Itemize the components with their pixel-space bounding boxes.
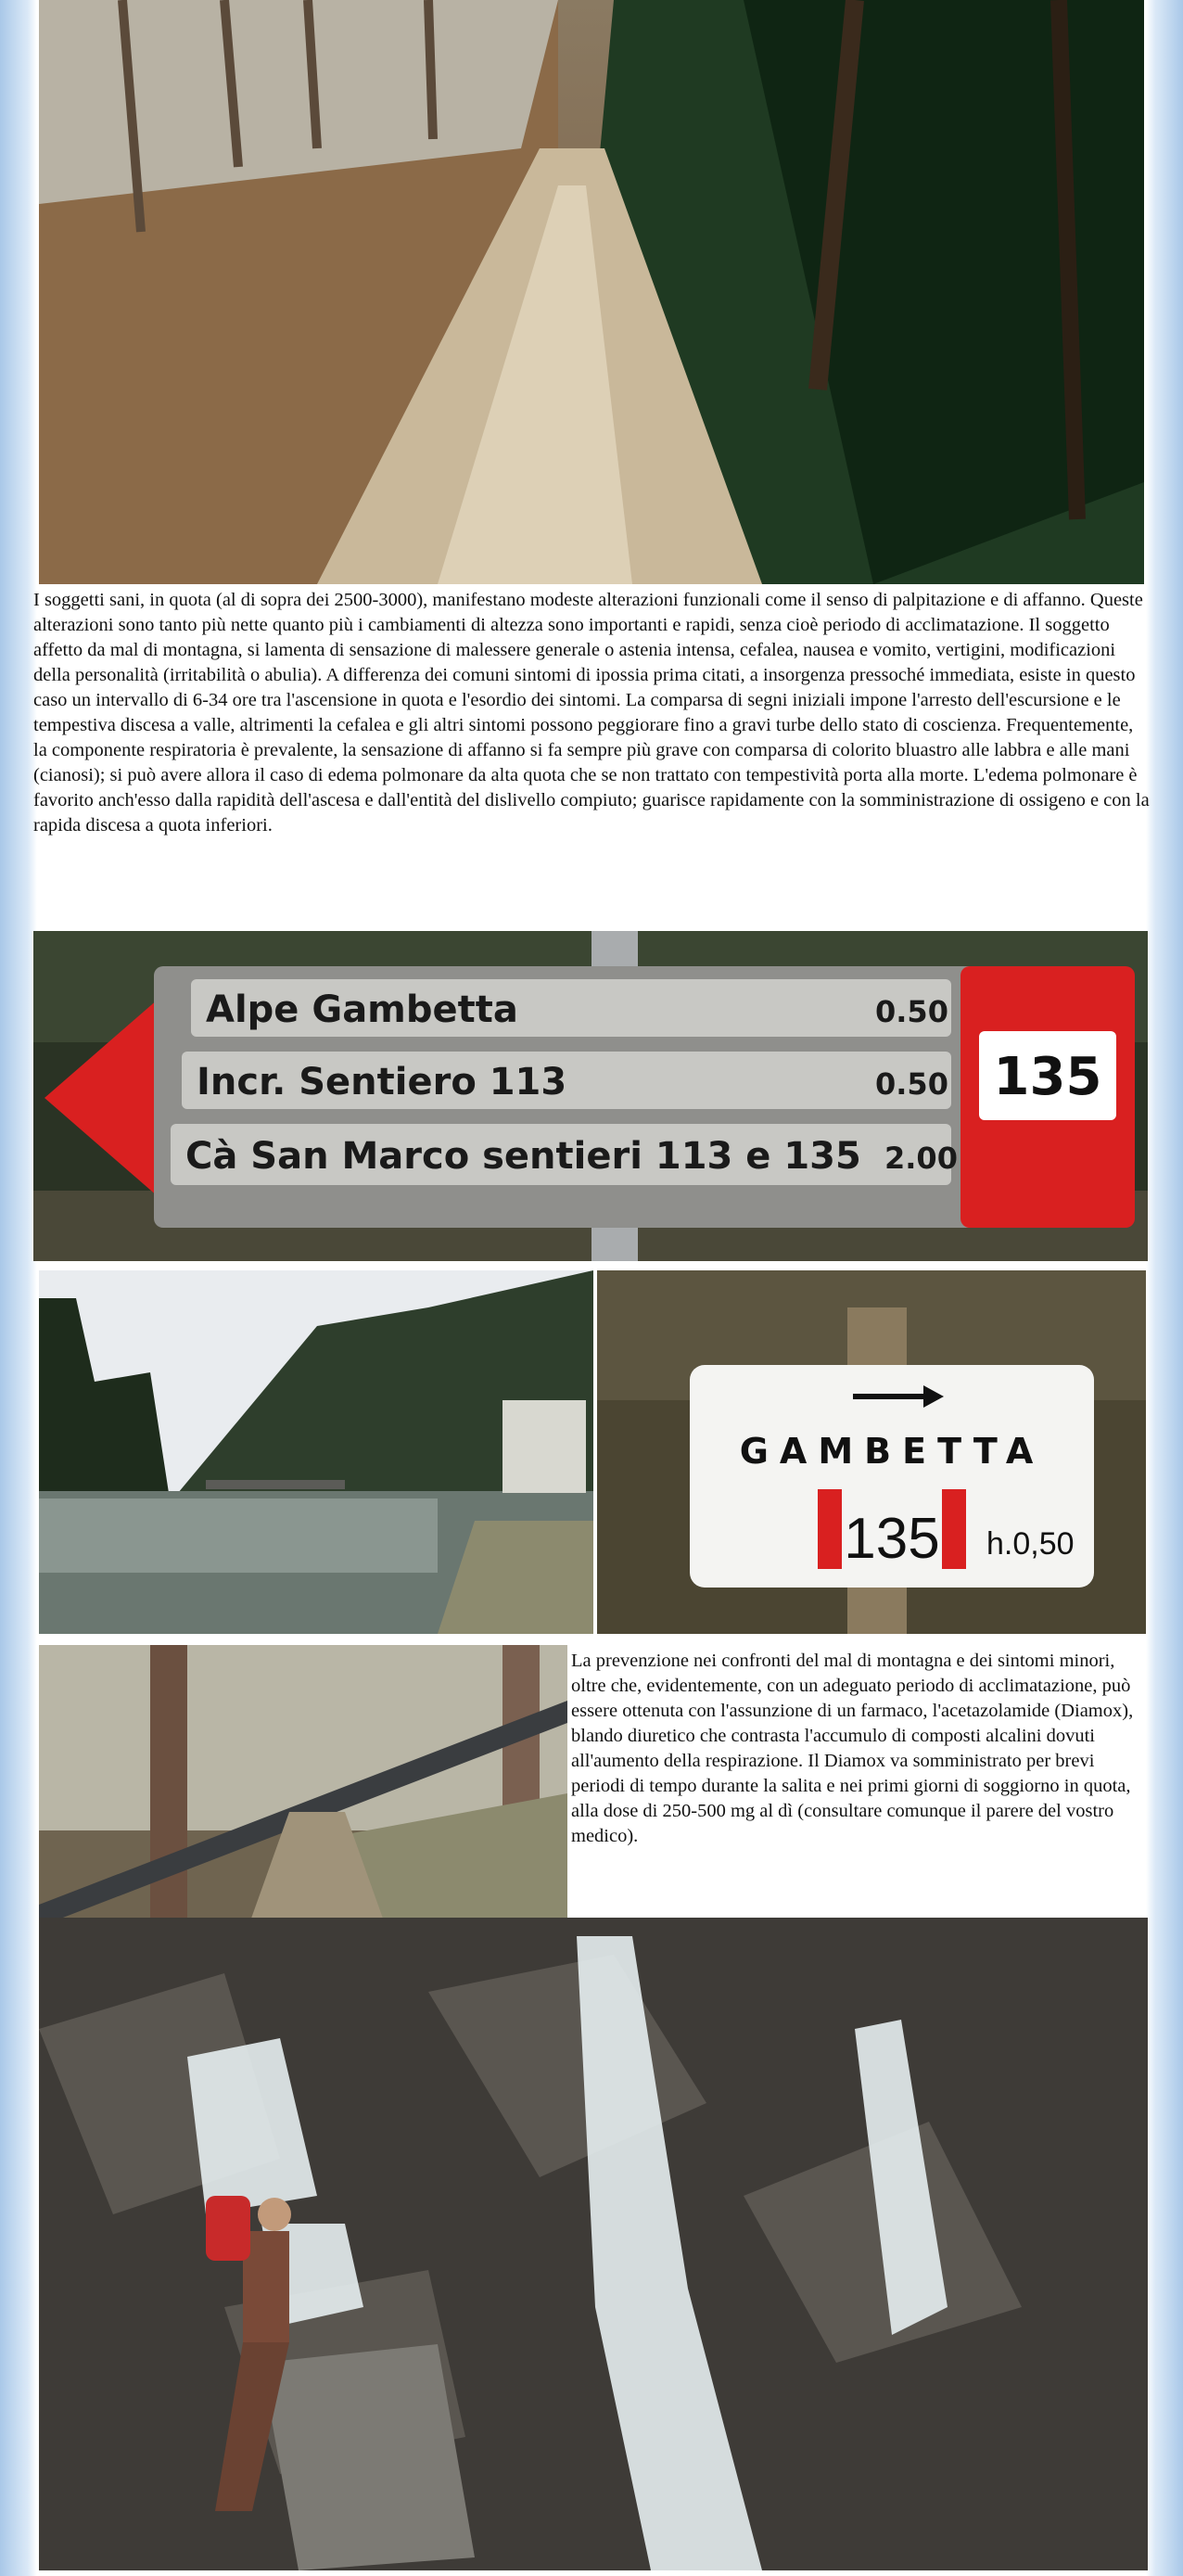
mountain-lake-photo (39, 1270, 593, 1634)
article-paragraph-2: La prevenzione nei confronti del mal di montagna e dei sintomi minori, oltre che, evidentemente, con un adeguato periodo di acclimatazione, può essere ottenuta con l'assunzione di un farmaco, l'acetazolamide (Diamox), blando diuretico che contrasta l'accumulo di composti alcalini dovuti all'aumento della respirazione. Il Diamox va somministrato per brevi periodi di tempo durante la salita e nei primi giorni di soggiorno in quota, alla dose di 250-500 mg al dì (consultare comunque il parere del vostro medico). (571, 1651, 1134, 1846)
trail-signpost-photo (33, 931, 1148, 1261)
signpost-destination-2: Incr. Sentiero 113 (197, 1061, 567, 1103)
gambetta-sign-photo (597, 1270, 1146, 1634)
signpost-destination-1: Alpe Gambetta (206, 988, 518, 1031)
article-paragraph-1: I soggetti sani, in quota (al di sopra dei 2500-3000), manifestano modeste alterazioni funzionali come il senso di palpitazione e di affanno. Queste alterazioni sono tanto più nette quanto più i cambiamenti di altezza sono importanti e rapidi, senza cioè periodo di acclimatazione. Il soggetto affetto da mal di montagna, si lamenta di sensazione di malessere generale o astenia intensa, cefalea, nausea e vomito, vertigini, modificazioni della personalità (irritabilità o abulia). A differenza dei comuni sintomi di ipossia prima citati, a insorgenza pressoché immediata, esiste in questo caso un intervallo di 6-34 ore tra l'ascensione in quota e l'esordio dei sintomi. La comparsa di segni iniziali impone l'arresto dell'escursione e le tempestiva discesa a valle, altrimenti la cefalea e gli altri sintomi possono peggiorare fino a gravi turbe dello stato di coscienza. Frequentemente, la componente respiratoria è prevalente, la sensazione di affanno si fa sempre più grave con comparsa di colorito bluastro alle labbra e alle mani (cianosi); si può avere allora il caso di edema polmonare da alta quota che se non trattato con tempestività porta alla morte. L'edema polmonare è favorito anch'esso dalla rapidità dell'ascesa e dall'entità del dislivello compiuto; guarisce rapidamente con la somministrazione di ossigeno e con la rapida discesa a quota inferiori. (33, 590, 1150, 835)
signpost-time-2: 0.50 (875, 1066, 948, 1102)
signpost-time-1: 0.50 (875, 994, 948, 1029)
signpost-trail-number: 135 (993, 1047, 1102, 1107)
waterfall-hiker-photo (39, 1918, 1148, 2570)
gambetta-sign-name: GAMBETTA (739, 1431, 1045, 1472)
gambetta-sign-trail-number: 135 (844, 1507, 940, 1571)
gambetta-sign-time: h.0,50 (986, 1526, 1075, 1562)
forest-trail-photo (39, 0, 1144, 584)
signpost-time-3: 2.00 (884, 1141, 958, 1176)
signpost-destination-3: Cà San Marco sentieri 113 e 135 (185, 1135, 861, 1178)
